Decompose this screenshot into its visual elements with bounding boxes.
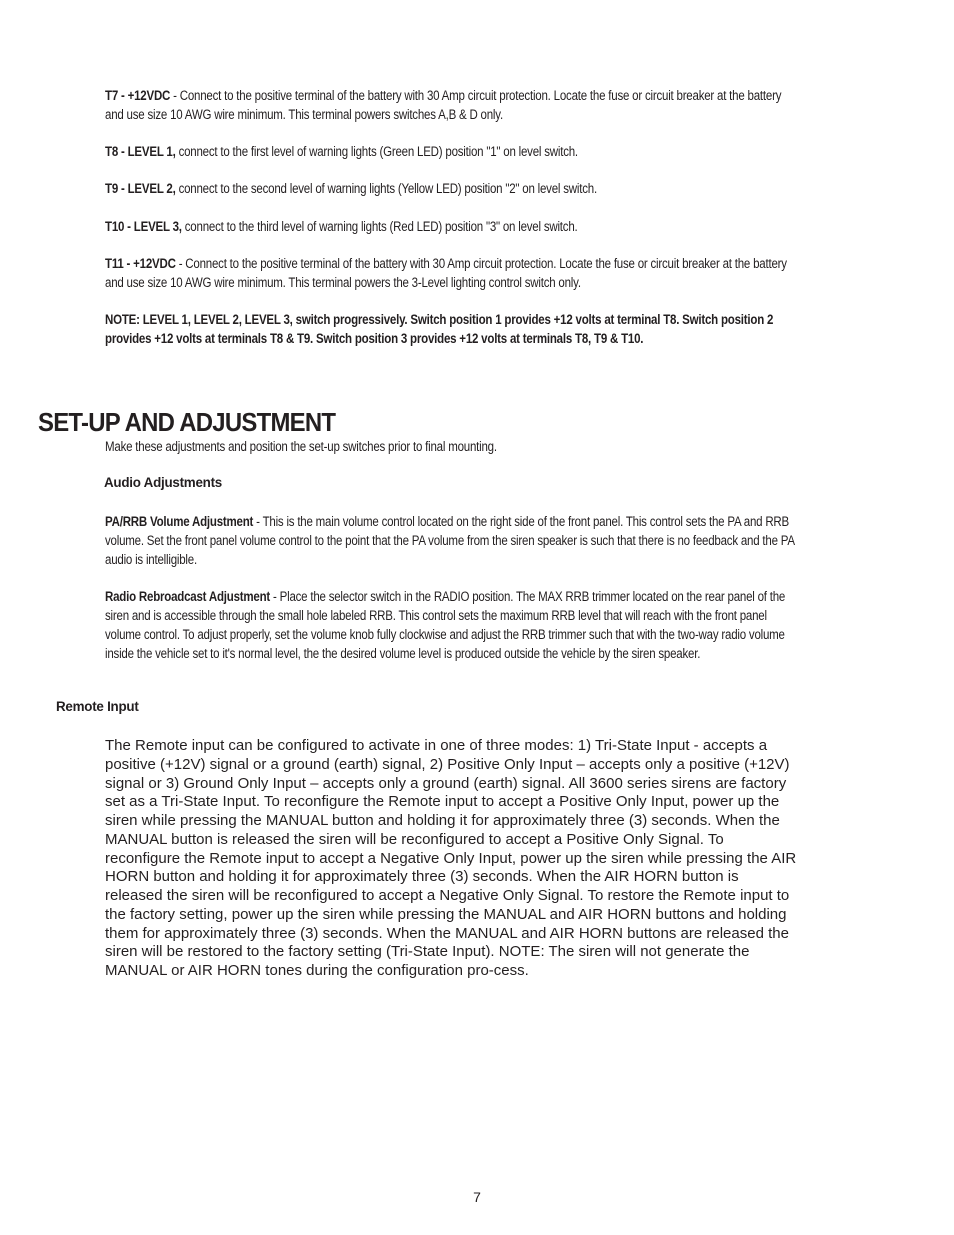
terminal-t10-text: connect to the third level of warning lights (Red LED) position "3" on level switch. <box>181 219 578 234</box>
terminal-t7-text: - Connect to the positive terminal of the battery with 30 Amp circuit protection. Locate the fuse or circuit breaker at the battery and use size 10 AWG wire minimum. This terminal powers switches A,B & D only. <box>105 88 782 122</box>
rrb-adjust-paragraph <box>105 587 795 663</box>
audio-adjustments-heading: Audio Adjustments <box>104 475 222 490</box>
terminal-t8-label: T8 - LEVEL 1, <box>105 144 176 159</box>
terminal-t8-text: connect to the first level of warning lights (Green LED) position "1" on level switch. <box>175 144 578 159</box>
setup-intro: Make these adjustments and position the set-up switches prior to final mounting. <box>105 439 497 454</box>
remote-input-heading: Remote Input <box>56 699 139 714</box>
terminal-t9-paragraph <box>105 179 795 198</box>
terminal-t7-paragraph <box>105 86 795 124</box>
terminal-t10-label: T10 - LEVEL 3, <box>105 219 182 234</box>
terminal-t11-label: T11 - +12VDC <box>105 256 176 271</box>
section-heading-setup: SET-UP AND ADJUSTMENT <box>38 407 336 437</box>
pa-volume-label: PA/RRB Volume Adjustment <box>105 514 254 529</box>
level-switch-note: NOTE: LEVEL 1, LEVEL 2, LEVEL 3, switch progressively. Switch position 1 provides +12 volts at terminal T8. Switch position 2 provides +12 volts at terminals T8 & T9. Switch position 3 provides +12 volts at terminals T8, T9 & T10. <box>105 312 774 346</box>
pa-volume-text: - This is the main volume control located on the right side of the front panel. This control sets the PA and RRB volume. Set the front panel volume control to the point that the PA volume from the siren speaker is such that there is no feedback and the PA audio is intelligible. <box>105 514 795 567</box>
terminal-t11-text: - Connect to the positive terminal of the battery with 30 Amp circuit protection. Locate the fuse or circuit breaker at the battery and use size 10 AWG wire minimum. This terminal powers the 3-Level lighting control switch only. <box>105 256 787 290</box>
rrb-adjust-label: Radio Rebroadcast Adjustment <box>105 589 271 604</box>
terminal-t8-paragraph <box>105 142 795 161</box>
terminal-t9-label: T9 - LEVEL 2, <box>105 181 176 196</box>
page-number: 7 <box>473 1189 481 1205</box>
terminal-t7-label: T7 - +12VDC <box>105 88 171 103</box>
rrb-adjust-text: - Place the selector switch in the RADIO position. The MAX RRB trimmer located on the rear panel of the siren and is accessible through the small hole labeled RRB. This control sets the maximum RRB level that will reach with the front panel volume control. To adjust properly, set the volume knob fully clockwise and adjust the RRB trimmer such that with the two-way radio volume inside the vehicle set to it's normal level, the the desired volume level is produced outside the vehicle by the siren speaker. <box>105 589 786 661</box>
terminal-t11-paragraph <box>105 254 795 292</box>
terminal-t9-text: connect to the second level of warning lights (Yellow LED) position "2" on level switch. <box>175 181 597 196</box>
terminal-t10-paragraph <box>105 217 795 236</box>
pa-volume-paragraph <box>105 512 795 569</box>
remote-input-paragraph: The Remote input can be configured to activate in one of three modes: 1) Tri-State Input - accepts a positive (+12V) signal or a ground (earth) signal, 2) Positive Only Input – accepts only a positive (+12V) signal or 3) Ground Only Input – accepts only a ground (earth) signal. All 3600 series sirens are factory set as a Tri-State Input. To reconfigure the Remote input to accept a Positive Only Input, power up the siren while pressing the MANUAL button and holding it for approximately three (3) seconds. When the MANUAL button is released the siren will be reconfigured to accept a Positive Only Signal. To reconfigure the Remote input to accept a Negative Only Input, power up the siren while pressing the AIR HORN button and holding it for approximately three (3) seconds. When the AIR HORN button is released the siren will be reconfigured to accept a Negative Only Signal. To restore the Remote input to the factory setting, power up the siren while pressing the MANUAL and AIR HORN buttons and holding them for approximately three (3) seconds. When the MANUAL and AIR HORN buttons are released the siren will be restored to the factory setting (Tri-State Input). NOTE: The siren will not generate the MANUAL or AIR HORN tones during the configuration pro-cess. <box>105 737 797 979</box>
